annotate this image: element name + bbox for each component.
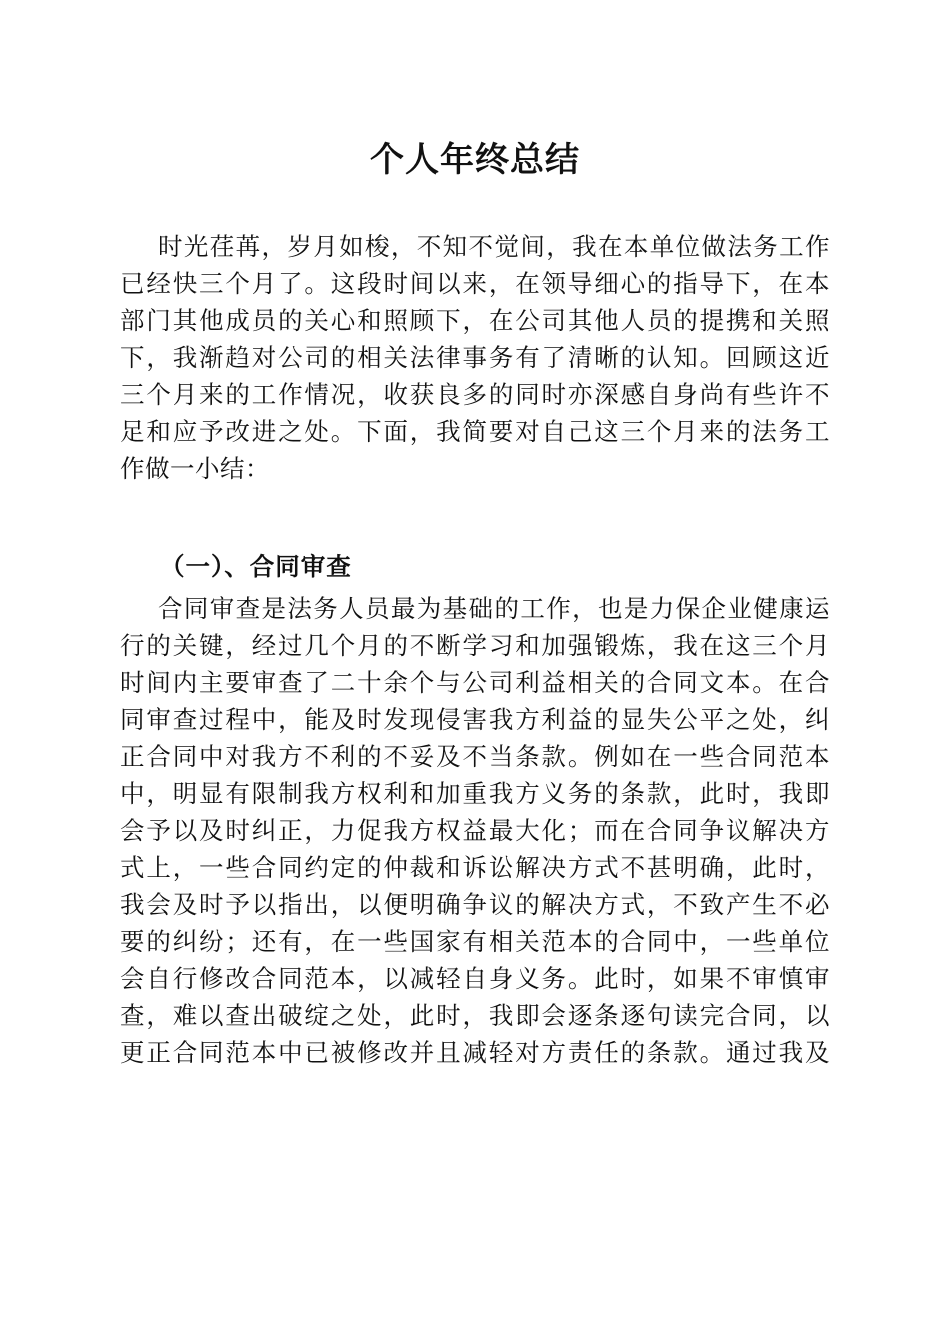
paragraph-line: 查，难以查出破绽之处，此时，我即会逐条逐句读完合同，以	[120, 1001, 830, 1030]
paragraph-line: 会予以及时纠正，力促我方权益最大化；而在合同争议解决方	[120, 816, 830, 845]
paragraph-line: 我会及时予以指出，以便明确争议的解决方式，不致产生不必	[120, 890, 830, 919]
paragraph-line: 更正合同范本中已被修改并且减轻对方责任的条款。通过我及	[120, 1038, 830, 1067]
paragraph-line: 已经快三个月了。这段时间以来，在领导细心的指导下，在本	[120, 269, 830, 298]
paragraph-line: 下，我渐趋对公司的相关法律事务有了清晰的认知。回顾这近	[120, 343, 830, 372]
section-one-paragraph	[120, 590, 830, 1071]
paragraph-line: 中，明显有限制我方权利和加重我方义务的条款，此时，我即	[120, 779, 830, 808]
section-one	[120, 548, 830, 585]
paragraph-line: 足和应予改进之处。下面，我简要对自己这三个月来的法务工	[120, 417, 830, 446]
paragraph-line: 时光荏苒，岁月如梭，不知不觉间，我在本单位做法务工作	[158, 232, 830, 261]
paragraph-line: 部门其他成员的关心和照顾下，在公司其他人员的提携和关照	[120, 306, 830, 335]
intro-paragraph	[120, 228, 830, 487]
paragraph-line: 三个月来的工作情况，收获良多的同时亦深感自身尚有些许不	[120, 380, 830, 409]
paragraph-line: 作做一小结：	[120, 454, 270, 483]
paragraph-line: 要的纠纷；还有，在一些国家有相关范本的合同中，一些单位	[120, 927, 830, 956]
paragraph-line: 会自行修改合同范本，以减轻自身义务。此时，如果不审慎审	[120, 964, 830, 993]
paragraph-line: 行的关键，经过几个月的不断学习和加强锻炼，我在这三个月	[120, 631, 830, 660]
paragraph-line: 合同审查是法务人员最为基础的工作，也是力保企业健康运	[158, 594, 830, 623]
document-title: 个人年终总结	[370, 140, 580, 180]
paragraph-line: 正合同中对我方不利的不妥及不当条款。例如在一些合同范本	[120, 742, 830, 771]
section-heading: （一）、合同审查	[160, 552, 352, 581]
paragraph-line: 时间内主要审查了二十余个与公司利益相关的合同文本。在合	[120, 668, 830, 697]
paragraph-line: 同审查过程中，能及时发现侵害我方利益的显失公平之处，纠	[120, 705, 830, 734]
paragraph-line: 式上，一些合同约定的仲裁和诉讼解决方式不甚明确，此时，	[120, 853, 830, 882]
